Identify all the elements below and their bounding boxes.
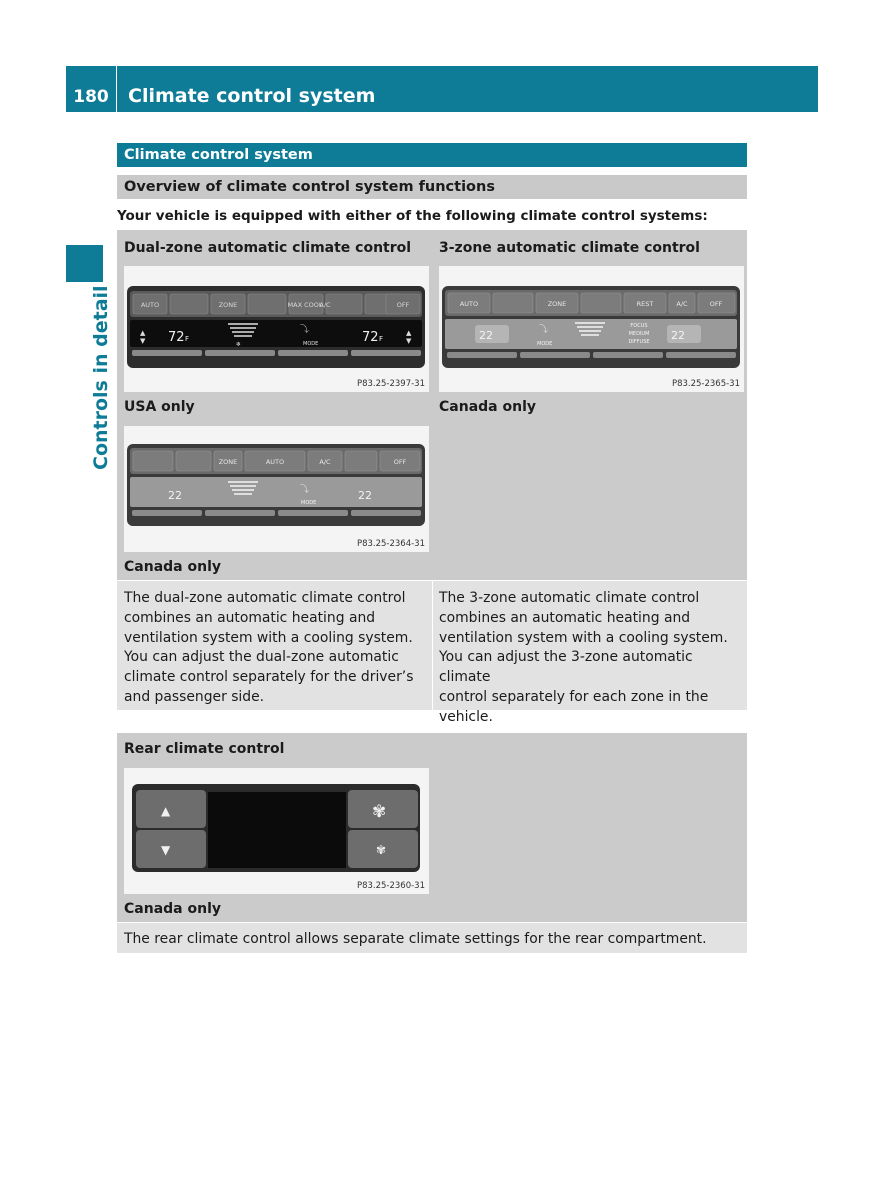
three-zone-zone-label: ZONE [547, 300, 567, 308]
usa-only-caption: USA only [124, 399, 195, 415]
svg-text:▼: ▼ [406, 337, 412, 345]
three-zone-rest-label: REST [636, 300, 654, 308]
usa-up-arrow-icon: ▲ [140, 329, 146, 337]
rear-temp-up-icon: ▲ [161, 804, 171, 818]
three-zone-description: The 3-zone automatic climate control combines an automatic heating and ventilation system with a cooling system. You can adjust the 3-zone automatic climate control separately for each zone in the vehicle. [439, 590, 728, 725]
canada-off-label: OFF [393, 458, 407, 466]
program-diffuse-label: DIFFUSE [628, 339, 650, 345]
rear-temp-down-icon: ▼ [161, 843, 171, 857]
column-divider [432, 581, 433, 710]
dual-zone-description: The dual-zone automatic climate control combines an automatic heating and ventilation system with a cooling system. You can adjust the dual-zone automatic climate control separately for the driver’s and passenger side. [124, 590, 414, 705]
three-zone-canada-caption: Canada only [439, 399, 536, 415]
three-zone-temp-left: 22 [479, 329, 493, 342]
svg-text:MODE: MODE [537, 341, 553, 347]
svg-text:F: F [379, 335, 384, 343]
svg-text:MODE: MODE [301, 500, 317, 506]
svg-text:F: F [185, 335, 190, 343]
usa-panel-reference: P83.25-2397-31 [356, 379, 425, 389]
three-zone-auto-label: AUTO [459, 300, 479, 308]
canada-auto-label: AUTO [265, 458, 285, 466]
program-focus-label: FOCUS [630, 323, 648, 329]
usa-zone-label: ZONE [218, 301, 238, 309]
canada-ac-label: A/C [319, 458, 331, 466]
three-zone-airflow-icon: ⤵ [539, 325, 549, 335]
intro-text: Your vehicle is equipped with either of the following climate control systems: [117, 208, 708, 224]
rear-fan-low-icon: ✾ [376, 843, 387, 857]
usa-ac-label: A/C [319, 301, 331, 309]
canada-temp-left: 22 [168, 489, 182, 502]
three-zone-title: 3-zone automatic climate control [439, 240, 700, 256]
usa-down-arrow-icon: ▼ [140, 337, 146, 345]
rear-climate-panel-image [124, 768, 429, 894]
section-heading: Climate control system [117, 143, 747, 167]
usa-dual-zone-panel-image [124, 266, 429, 392]
three-zone-ac-label: A/C [676, 300, 688, 308]
canada-panel-reference: P83.25-2364-31 [356, 539, 425, 549]
rear-description: The rear climate control allows separate climate settings for the rear compartment. [124, 931, 707, 947]
page-number: 180 [66, 66, 117, 112]
three-zone-panel-image [439, 266, 744, 392]
usa-off-label: OFF [396, 301, 410, 309]
usa-temp-right: 72 [362, 330, 379, 345]
usa-mode-label: MODE [303, 341, 319, 347]
subsection-heading: Overview of climate control system functions [117, 175, 747, 199]
side-tab-marker [66, 245, 103, 282]
canada-airflow-icon: ⤵ [300, 485, 310, 495]
usa-auto-label: AUTO [140, 301, 160, 309]
usa-airflow-icon: ⤵ [300, 325, 310, 335]
canada-dual-zone-panel-image [124, 426, 429, 552]
three-zone-off-label: OFF [709, 300, 723, 308]
usa-max-cool-label: MAX COOL [287, 301, 323, 309]
usa-temp-left: 72 [168, 330, 185, 345]
svg-text:▲: ▲ [406, 329, 412, 337]
program-medium-label: MEDIUM [628, 331, 650, 337]
rear-climate-title: Rear climate control [124, 741, 285, 757]
dual-zone-canada-caption: Canada only [124, 559, 221, 575]
rear-canada-caption: Canada only [124, 901, 221, 917]
three-zone-temp-right: 22 [671, 329, 685, 342]
three-zone-panel-reference: P83.25-2365-31 [671, 379, 740, 389]
usa-fan-icon: ❄ [236, 341, 242, 348]
page-header [66, 66, 818, 112]
rear-panel-reference: P83.25-2360-31 [356, 881, 425, 891]
side-tab-label: Controls in detail [90, 285, 112, 470]
dual-zone-title: Dual-zone automatic climate control [124, 240, 412, 256]
canada-temp-right: 22 [358, 489, 372, 502]
canada-zone-label: ZONE [218, 458, 238, 466]
rear-fan-high-icon: ✾ [372, 802, 387, 822]
page-title: Climate control system [128, 85, 376, 107]
